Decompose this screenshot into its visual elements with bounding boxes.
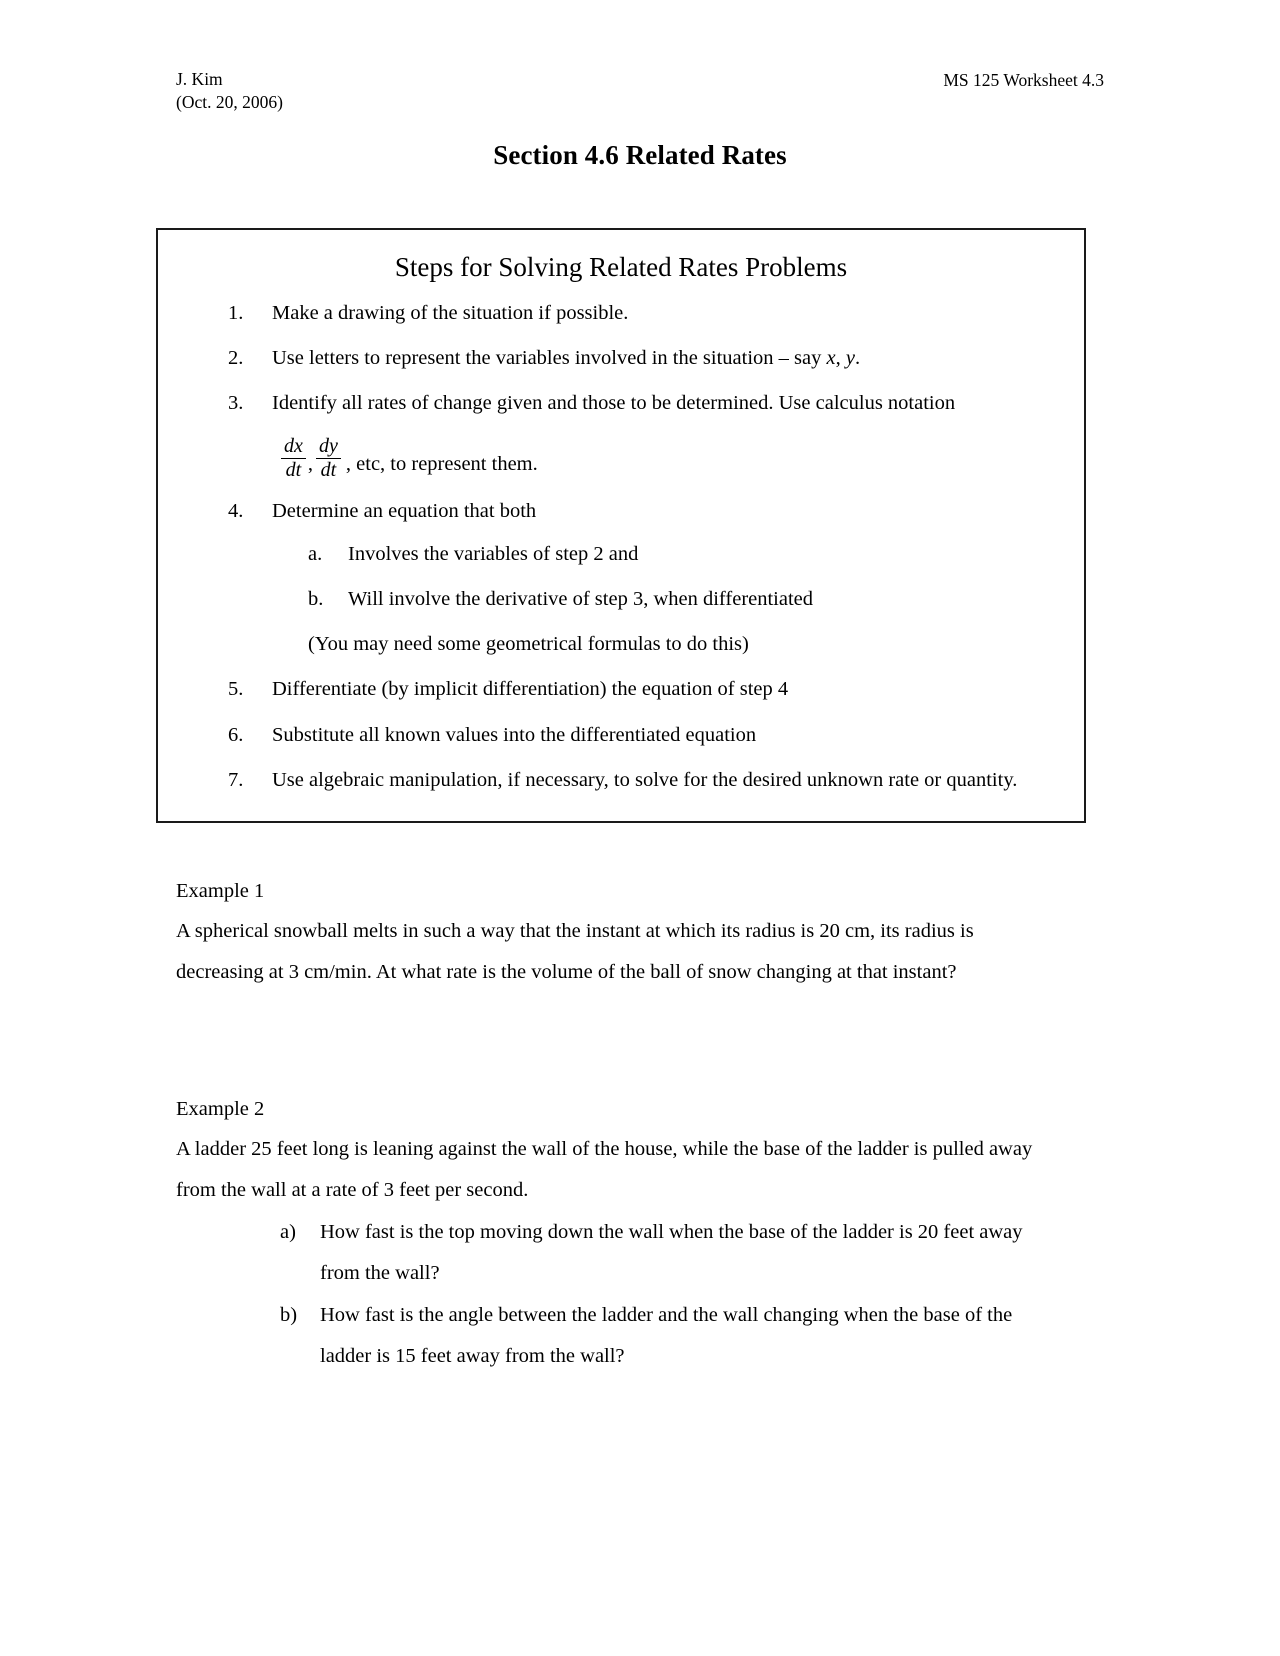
- step-marker: 4.: [228, 500, 244, 523]
- step-marker: 3.: [228, 392, 244, 415]
- step-item-2: [184, 344, 1058, 373]
- step-item-4: [184, 497, 1058, 659]
- page-title: Section 4.6 Related Rates: [493, 140, 787, 170]
- example-body: A ladder 25 feet long is leaning against the wall of the house, while the base of the ladder is pulled away from the wall at a rate of 3 feet per second.: [176, 1137, 1033, 1202]
- step-text: [272, 344, 1058, 373]
- substep-text: Will involve the derivative of step 3, when differentiated: [348, 588, 814, 611]
- example-subitem-a: [176, 1212, 1056, 1295]
- step-text: Use algebraic manipulation, if necessary, to solve for the desired unknown rate or quantity.: [272, 768, 1018, 791]
- step-item-3: [184, 389, 1058, 481]
- substep-text: Involves the variables of step 2 and: [348, 543, 639, 566]
- step-item-7: [184, 766, 1058, 795]
- example-subitem-text: How fast is the angle between the ladder and the wall changing when the base of the ladder is 15 feet away from the wall?: [320, 1303, 1013, 1367]
- substep-marker: a.: [308, 543, 323, 566]
- fraction-dy-dt: [316, 436, 341, 481]
- derivative-notation-line: [272, 436, 1058, 481]
- example-subitems-list: [176, 1212, 1056, 1378]
- step-text: Determine an equation that both: [272, 500, 537, 523]
- step-item-5: [184, 675, 1058, 704]
- step2-comma: ,: [835, 347, 846, 370]
- substeps-list: [272, 540, 1058, 614]
- fraction-separator: ,: [307, 452, 314, 475]
- example-label: Example 2: [176, 1098, 265, 1120]
- example-body: A spherical snowball melts in such a way that the instant at which its radius is 20 cm, its radius is decreasing at 3 cm/min. At what rate is the volume of the ball of snow changing at that instant?: [176, 919, 974, 984]
- step-text: Identify all rates of change given and those to be determined. Use calculus notation: [272, 392, 956, 415]
- example-subitem-marker: b): [280, 1303, 298, 1326]
- substep-marker: b.: [308, 588, 324, 611]
- step-item-1: [184, 299, 1058, 328]
- header-author: J. Kim: [176, 69, 223, 89]
- step2-lead: Use letters to represent the variables involved in the situation – say: [272, 347, 827, 370]
- fraction-dx-dt: [281, 436, 306, 481]
- header-author-block: [176, 68, 283, 114]
- step-marker: 7.: [228, 768, 244, 791]
- fraction-denominator: dt: [320, 459, 337, 482]
- header-course: MS 125 Worksheet 4.3: [943, 70, 1104, 90]
- steps-box: [156, 228, 1086, 823]
- step-text: Differentiate (by implicit differentiation) the equation of step 4: [272, 678, 789, 701]
- fraction-denominator: dt: [285, 459, 302, 482]
- example-2-block: [176, 1090, 1056, 1377]
- step2-period: .: [854, 347, 861, 370]
- steps-list: [184, 299, 1058, 795]
- substep-item-b: [272, 585, 1058, 614]
- example-1-block: [176, 872, 1056, 994]
- step2-variable-y: y: [845, 347, 855, 370]
- step-text: Substitute all known values into the differentiated equation: [272, 723, 757, 746]
- step-marker: 5.: [228, 678, 244, 701]
- substeps-note: (You may need some geometrical formulas to do this): [308, 633, 749, 656]
- example-subitem-b: [176, 1295, 1056, 1378]
- step-marker: 6.: [228, 723, 244, 746]
- steps-box-title: Steps for Solving Related Rates Problems: [394, 252, 848, 282]
- example-label: Example 1: [176, 880, 265, 902]
- example-subitem-text: How fast is the top moving down the wall when the base of the ladder is 20 feet away from the wall?: [320, 1220, 1023, 1285]
- example-subitem-marker: a): [280, 1220, 296, 1243]
- step-marker: 1.: [228, 302, 244, 325]
- page-header: [176, 68, 1104, 114]
- header-date: (Oct. 20, 2006): [176, 92, 283, 113]
- step-marker: 2.: [228, 347, 244, 370]
- fraction-numerator: dy: [316, 436, 341, 459]
- header-course-block: [943, 68, 1104, 92]
- substep-item-a: [272, 540, 1058, 569]
- fraction-trailing-text: , etc, to represent them.: [345, 452, 538, 475]
- step2-variable-x: x: [826, 347, 836, 370]
- step-item-6: [184, 721, 1058, 750]
- step-text: Make a drawing of the situation if possible.: [272, 302, 629, 325]
- fraction-numerator: dx: [281, 436, 306, 459]
